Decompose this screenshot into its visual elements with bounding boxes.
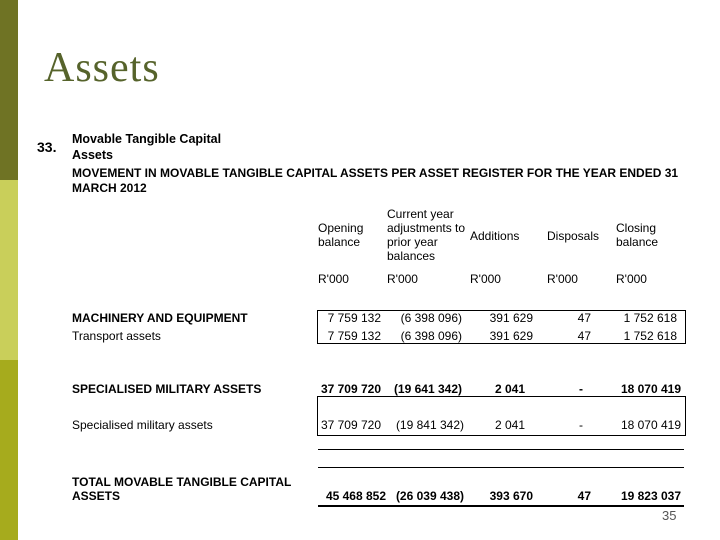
cell-transport-opening: 7 759 132 (327, 329, 381, 343)
cell-military-adjustments: (19 641 342) (393, 382, 462, 396)
cell-transport-disposals: 47 (577, 329, 591, 343)
col-unit-opening: R'000 (318, 272, 349, 286)
rule-2 (318, 467, 684, 468)
cell-specialised-adjustments: (19 841 342) (395, 418, 464, 432)
cell-total-additions: 393 670 (489, 489, 533, 503)
row-label-machinery: MACHINERY AND EQUIPMENT (72, 311, 248, 325)
col-unit-closing: R'000 (616, 272, 647, 286)
cell-specialised-closing: 18 070 419 (620, 418, 681, 432)
slide-title: Assets (44, 45, 160, 91)
page-number: 35 (662, 508, 677, 523)
cell-machinery-closing: 1 752 618 (623, 311, 677, 325)
cell-machinery-disposals: 47 (577, 311, 591, 325)
movement-heading: MOVEMENT IN MOVABLE TANGIBLE CAPITAL ASSETS PER ASSET REGISTER FOR THE YEAR ENDED 31 MARCH 2012 (72, 166, 679, 195)
cell-transport-closing: 1 752 618 (623, 329, 677, 343)
row-label-military: SPECIALISED MILITARY ASSETS (72, 382, 262, 396)
col-unit-additions: R'000 (470, 272, 501, 286)
cell-specialised-disposals: - (579, 418, 583, 432)
cell-transport-additions: 391 629 (489, 329, 533, 343)
col-header-disposals: Disposals (547, 229, 600, 243)
total-underline (318, 505, 684, 507)
rule-1 (318, 449, 684, 450)
cell-total-adjustments: (26 039 438) (395, 489, 464, 503)
col-unit-adjustments: R'000 (387, 272, 418, 286)
cell-total-opening: 45 468 852 (325, 489, 386, 503)
cell-military-additions: 2 041 (494, 382, 525, 396)
sidebar-stripe-top (0, 0, 18, 180)
cell-total-disposals: 47 (577, 489, 591, 503)
row-label-transport: Transport assets (72, 329, 161, 343)
col-header-closing: Closing balance (616, 221, 659, 249)
cell-military-disposals: - (579, 382, 583, 396)
sidebar-stripe-bottom (0, 360, 18, 540)
cell-machinery-opening: 7 759 132 (327, 311, 381, 325)
row-label-total: TOTAL MOVABLE TANGIBLE CAPITAL ASSETS (72, 475, 292, 503)
cell-machinery-additions: 391 629 (489, 311, 533, 325)
cell-specialised-additions: 2 041 (494, 418, 525, 432)
cell-machinery-adjustments: (6 398 096) (400, 311, 462, 325)
cell-transport-adjustments: (6 398 096) (400, 329, 462, 343)
col-header-additions: Additions (470, 229, 520, 243)
col-header-adjustments: Current year adjustments to prior year balances (387, 207, 466, 263)
row-label-specialised: Specialised military assets (72, 418, 213, 432)
cell-military-closing: 18 070 419 (620, 382, 681, 396)
cell-total-closing: 19 823 037 (620, 489, 681, 503)
cell-specialised-opening: 37 709 720 (320, 418, 381, 432)
sidebar-stripe-middle (0, 180, 18, 360)
col-header-opening: Opening balance (318, 221, 364, 249)
cell-military-opening: 37 709 720 (320, 382, 381, 396)
col-unit-disposals: R'000 (547, 272, 578, 286)
section-number: 33. (37, 139, 57, 155)
section-title: Movable Tangible Capital Assets (72, 132, 222, 162)
